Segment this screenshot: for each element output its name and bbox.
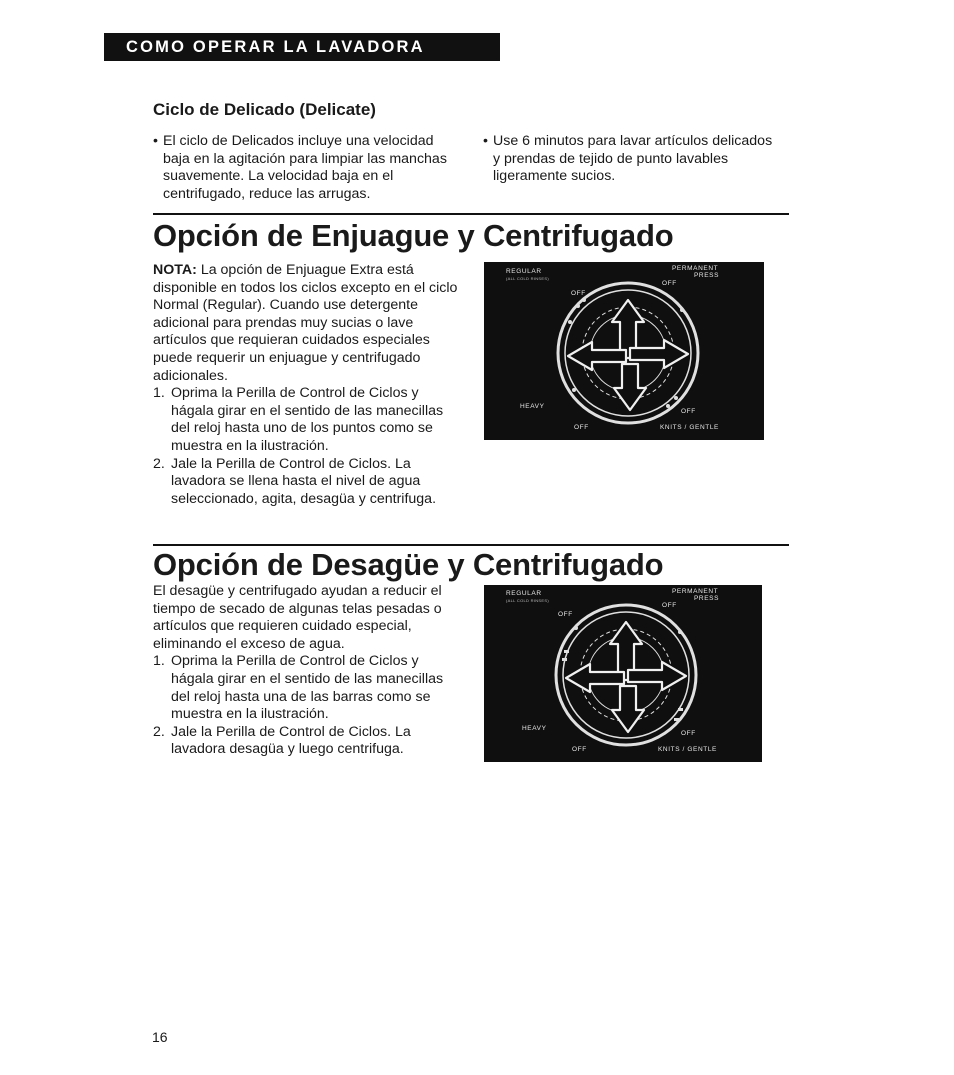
drain-spin-title: Opción de Desagüe y Centrifugado (153, 547, 664, 582)
dial-label-off: OFF (574, 424, 589, 431)
rinse-spin-note (153, 262, 458, 385)
dial-label-knits: KNITS / GENTLE (660, 424, 719, 431)
drain-spin-intro: El desagüe y centrifugado ayudan a reducir el tiempo de secado de algunas telas pesadas o artículos que requieren cuidado especial, eliminando el exceso de agua. (153, 583, 442, 652)
drain-step-1 (153, 653, 458, 723)
dial-label-regular-sub: (ALL COLD RINSES) (506, 276, 549, 281)
dial-label-off: OFF (681, 408, 696, 415)
drain-spin-text (153, 583, 458, 759)
dial-label-permanent: PERMANENT (672, 265, 719, 272)
dial-label-off: OFF (571, 290, 586, 297)
rinse-step-1 (153, 385, 458, 455)
dial-label-heavy: HEAVY (522, 725, 547, 732)
cycle-dial-illustration-rinse (484, 262, 764, 440)
cycle-dial-illustration-drain (484, 585, 762, 762)
note-text: La opción de Enjuague Extra está disponible en todos los ciclos excepto en el ciclo Normal (Regular). Cuando use detergente adicional para prendas muy sucias o lave artículos que requieran cuidados especiales puede requerir un enjuague y centrifugado adicionales. (153, 262, 458, 384)
note-label: NOTA: (153, 262, 197, 278)
step-text: Jale la Perilla de Control de Ciclos. La lavadora desagüa y luego centrifuga. (171, 723, 411, 758)
rinse-spin-title: Opción de Enjuague y Centrifugado (153, 218, 674, 253)
step-text: Jale la Perilla de Control de Ciclos. La lavadora se llena hasta el nivel de agua seleccionado, agita, desagüa y centrifuga. (171, 455, 437, 507)
step-number: 2. (153, 723, 165, 740)
delicate-bullet-1: • El ciclo de Delicados incluye una velocidad baja en la agitación para limpiar las manchas suavemente. La velocidad baja en el centrifugado, reduce las arrugas. (153, 133, 463, 203)
delicate-bullet-2: • Use 6 minutos para lavar artículos delicados y prendas de tejido de punto lavables ligeramente sucios. (483, 133, 783, 186)
page-number: 16 (152, 1029, 168, 1045)
divider-rule-1 (153, 213, 789, 215)
drain-step-2 (153, 724, 458, 759)
rinse-spin-text (153, 262, 458, 508)
divider-rule-2 (153, 544, 789, 546)
rinse-step-2 (153, 456, 458, 509)
delicate-cycle-heading: Ciclo de Delicado (Delicate) (153, 100, 376, 119)
dial-label-off: OFF (681, 730, 696, 737)
step-number: 1. (153, 653, 165, 670)
step-text: Oprima la Perilla de Control de Ciclos y hágala girar en el sentido de las manecillas del reloj hasta una de las barras como se muestra en la ilustración. (171, 653, 444, 723)
dial-label-off: OFF (558, 611, 573, 618)
dial-label-press: PRESS (694, 272, 720, 279)
step-text: Oprima la Perilla de Control de Ciclos y hágala girar en el sentido de las manecillas del reloj hasta uno de los puntos como se muestra en la ilustración. (171, 385, 444, 454)
dial-label-off: OFF (662, 280, 677, 287)
dial-label-knits: KNITS / GENTLE (658, 746, 717, 753)
dial-label-regular-sub: (ALL COLD RINSES) (506, 598, 549, 603)
step-number: 1. (153, 385, 165, 402)
step-number: 2. (153, 455, 165, 472)
dial-label-heavy: HEAVY (520, 403, 545, 410)
delicate-left-column (153, 133, 463, 203)
dial-label-regular: REGULAR (506, 268, 542, 275)
dial-label-permanent: PERMANENT (672, 588, 719, 595)
dial-label-press: PRESS (694, 595, 720, 602)
dial-label-off: OFF (662, 602, 677, 609)
dial-knob-graphic (546, 600, 706, 750)
dial-label-off: OFF (572, 746, 587, 753)
section-header-bar: COMO OPERAR LA LAVADORA (104, 33, 500, 61)
delicate-right-column (483, 133, 783, 186)
dial-label-regular: REGULAR (506, 590, 542, 597)
dial-knob-graphic (548, 278, 708, 428)
